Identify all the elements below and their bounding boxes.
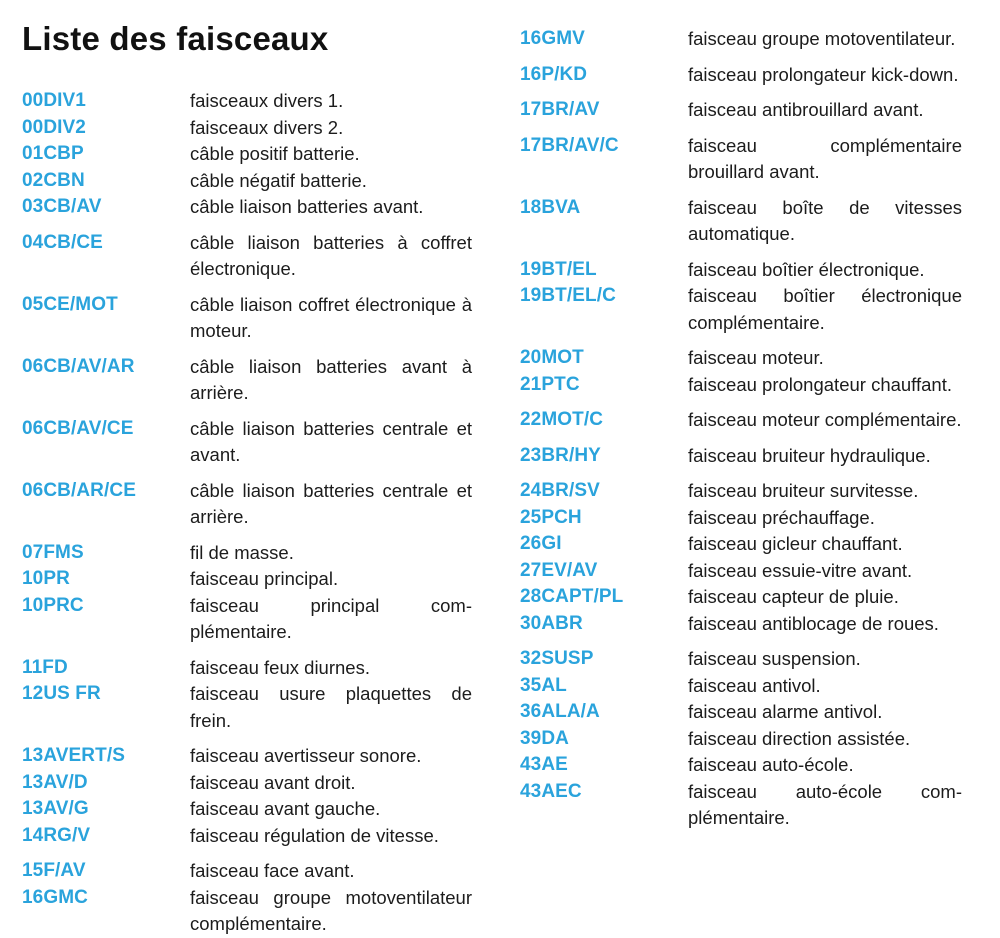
harness-description: faisceau préchauffage. (688, 506, 875, 528)
list-item (22, 540, 472, 567)
harness-description: faisceau moteur complémentaire. (688, 409, 962, 430)
harness-description: câble liaison batteries avant à arrière. (190, 355, 472, 403)
list-item (22, 88, 472, 115)
harness-description: faisceaux divers 1. (190, 90, 344, 111)
list-item (520, 443, 962, 470)
list-item (520, 531, 962, 558)
right-column (520, 26, 962, 832)
list-item (520, 752, 962, 779)
harness-code: 00DIV1 (22, 90, 86, 111)
harness-code: 15F/AV (22, 860, 86, 881)
harness-code: 01CBP (22, 143, 84, 164)
harness-description: faisceau boîte de vitesses automatique. (688, 196, 962, 244)
harness-description: faisceau feux diurnes. (190, 656, 370, 678)
harness-code: 11FD (22, 656, 68, 678)
harness-description: faisceau prolongateur kick-down. (688, 63, 959, 85)
list-item (22, 141, 472, 168)
page-title: Liste des faisceaux (22, 20, 329, 57)
harness-description: faisceaux divers 2. (190, 116, 344, 138)
list-item (22, 770, 472, 797)
harness-code: 19BT/EL (520, 258, 597, 280)
harness-code: 17BR/AV (520, 99, 600, 120)
harness-code: 06CB/AV/CE (22, 417, 134, 439)
harness-description: faisceau boîtier électronique. (688, 258, 925, 280)
list-item (520, 283, 962, 336)
harness-code: 07FMS (22, 541, 84, 563)
harness-description: faisceau face avant. (190, 860, 355, 881)
list-item (520, 478, 962, 505)
list-item (520, 257, 962, 284)
harness-code: 16P/KD (520, 63, 588, 85)
harness-code: 22MOT/C (520, 409, 604, 430)
harness-description: faisceau capteur de pluie. (688, 586, 899, 607)
harness-code: 26GI (520, 533, 562, 554)
list-item (22, 593, 472, 646)
harness-description: fil de masse. (190, 541, 294, 563)
list-item (22, 168, 472, 195)
list-item (520, 97, 962, 124)
harness-code: 13AV/G (22, 798, 89, 819)
harness-description: faisceau avant gauche. (190, 798, 381, 819)
harness-code: 04CB/CE (22, 231, 103, 253)
harness-code: 10PR (22, 568, 70, 589)
harness-description: faisceau prolongateur chauffant. (688, 373, 952, 395)
list-item (22, 566, 472, 593)
harness-code: 21PTC (520, 373, 580, 395)
harness-code: 13AVERT/S (22, 745, 125, 766)
harness-code: 06CB/AV/AR (22, 355, 135, 377)
harness-description: câble liaison batteries avant. (190, 196, 424, 217)
harness-code: 02CBN (22, 169, 85, 191)
harness-description: faisceau alarme antivol. (688, 701, 883, 722)
list-item (22, 115, 472, 142)
harness-code: 23BR/HY (520, 444, 601, 466)
list-item (520, 62, 962, 89)
harness-code: 00DIV2 (22, 116, 86, 138)
harness-code: 18BVA (520, 196, 581, 218)
list-item (22, 655, 472, 682)
list-item (520, 673, 962, 700)
list-item (22, 743, 472, 770)
harness-code: 03CB/AV (22, 196, 102, 217)
harness-code: 39DA (520, 727, 569, 749)
harness-description: faisceau bruiteur survitesse. (688, 480, 919, 501)
harness-description: faisceau direction assistée. (688, 727, 911, 749)
harness-code: 35AL (520, 674, 567, 696)
harness-description: faisceau principal complémentaire. (190, 594, 472, 642)
list-item (22, 416, 472, 469)
list-item (520, 133, 962, 186)
harness-code: 24BR/SV (520, 480, 600, 501)
harness-description: faisceau gicleur chauffant. (688, 533, 903, 554)
list-item (22, 796, 472, 823)
harness-description: faisceau auto-école. (688, 754, 854, 775)
harness-code: 25PCH (520, 506, 582, 528)
list-item (520, 558, 962, 585)
harness-code: 19BT/EL/C (520, 285, 616, 306)
list-item (520, 195, 962, 248)
harness-description: câble liaison batteries centrale et arrière. (190, 479, 472, 527)
list-item (22, 478, 472, 531)
harness-description: câble liaison batteries à coffret électronique. (190, 231, 472, 279)
list-item (520, 345, 962, 372)
harness-description: faisceau avertisseur sonore. (190, 745, 422, 766)
harness-description: faisceau principal. (190, 568, 339, 589)
harness-code: 10PRC (22, 594, 84, 616)
list-item (520, 372, 962, 399)
left-column (22, 88, 472, 938)
list-item (520, 699, 962, 726)
list-item (22, 823, 472, 850)
list-item (22, 292, 472, 345)
harness-code: 06CB/AR/CE (22, 479, 136, 501)
harness-description: câble liaison batteries centrale et avant. (190, 417, 472, 465)
harness-code: 27EV/AV (520, 559, 598, 581)
list-item (520, 26, 962, 53)
harness-code: 14RG/V (22, 824, 91, 846)
harness-description: faisceau moteur. (688, 347, 824, 368)
list-item (520, 584, 962, 611)
harness-description: faisceau usure plaquettes de frein. (190, 683, 472, 731)
list-item (520, 646, 962, 673)
harness-description: faisceau essuie-vitre avant. (688, 559, 913, 581)
harness-description: faisceau boîtier électronique complémentaire. (688, 285, 962, 333)
list-item (22, 354, 472, 407)
list-item (520, 407, 962, 434)
harness-description: faisceau groupe motoventilateur. (688, 28, 956, 49)
list-item (520, 779, 962, 832)
list-item (22, 194, 472, 221)
harness-code: 30ABR (520, 612, 583, 634)
harness-code: 36ALA/A (520, 701, 600, 722)
list-item (520, 505, 962, 532)
harness-description: faisceau antivol. (688, 674, 821, 696)
harness-description: faisceau antiblocage de roues. (688, 612, 939, 634)
harness-description: faisceau groupe motoventilateur complémentaire. (190, 886, 472, 934)
harness-code: 17BR/AV/C (520, 134, 619, 156)
harness-code: 43AEC (520, 780, 582, 802)
harness-code: 43AE (520, 754, 568, 775)
harness-description: faisceau auto-école complémentaire. (688, 780, 962, 828)
harness-code: 05CE/MOT (22, 293, 118, 315)
harness-description: faisceau bruiteur hydraulique. (688, 444, 931, 466)
list-item (22, 230, 472, 283)
harness-code: 16GMV (520, 28, 585, 49)
harness-description: câble négatif batterie. (190, 169, 367, 191)
harness-description: faisceau avant droit. (190, 771, 356, 793)
harness-code: 13AV/D (22, 771, 88, 793)
list-item (22, 858, 472, 885)
list-item (22, 885, 472, 938)
harness-code: 28CAPT/PL (520, 586, 624, 607)
harness-description: faisceau antibrouillard avant. (688, 99, 924, 120)
list-item (22, 681, 472, 734)
harness-description: câble positif batterie. (190, 143, 360, 164)
harness-code: 20MOT (520, 347, 584, 368)
harness-code: 12US FR (22, 683, 101, 704)
list-item (520, 726, 962, 753)
list-item (520, 611, 962, 638)
harness-description: faisceau régulation de vitesse. (190, 824, 439, 846)
harness-code: 32SUSP (520, 648, 594, 669)
harness-code: 16GMC (22, 886, 88, 908)
harness-description: faisceau suspension. (688, 648, 861, 669)
harness-description: faisceau complémentaire brouillard avant. (688, 134, 962, 182)
harness-description: câble liaison coffret électronique à moteur. (190, 293, 472, 341)
